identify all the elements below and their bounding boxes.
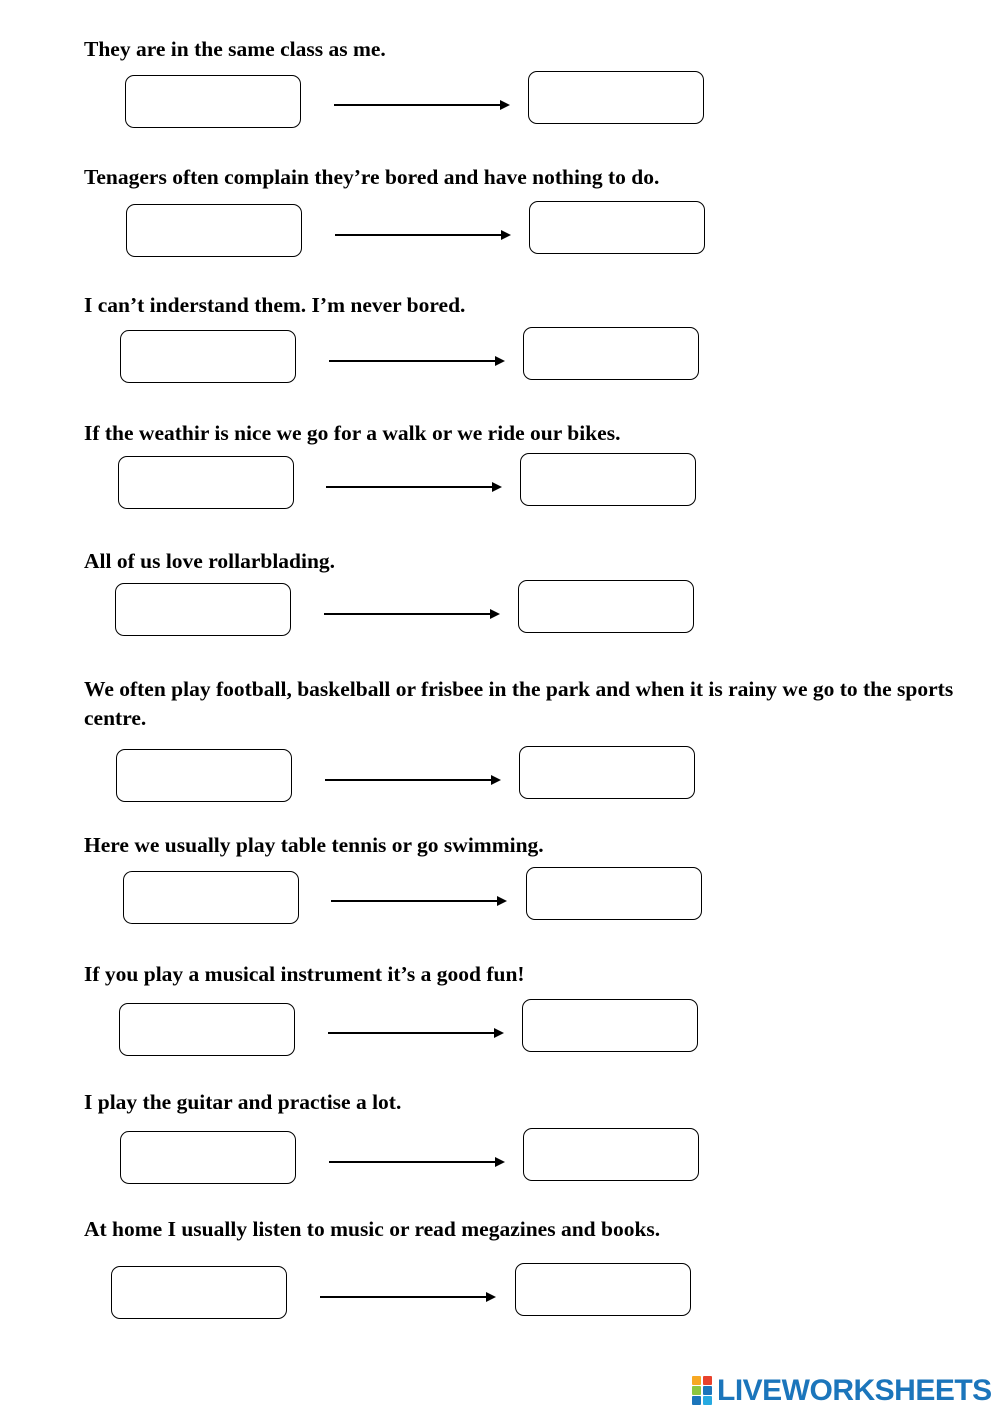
sentence-10: At home I usually listen to music or read megazines and books.: [84, 1217, 661, 1241]
wrong-word-box-7[interactable]: [123, 871, 299, 924]
correct-word-box-1[interactable]: [528, 71, 704, 124]
correct-word-box-8[interactable]: [522, 999, 698, 1052]
arrow-icon: [334, 99, 510, 111]
sentence-9: I play the guitar and practise a lot.: [84, 1090, 402, 1114]
arrow-icon: [320, 1291, 496, 1303]
sentence-6: We often play football, baskelball or frisbee in the park and when it is rainy we go to the sports centre.: [84, 677, 954, 730]
arrow-icon: [335, 229, 511, 241]
wrong-word-box-3[interactable]: [120, 330, 296, 383]
wrong-word-box-8[interactable]: [119, 1003, 295, 1056]
brand-name: LIVEWORKSHEETS: [717, 1374, 992, 1407]
wrong-word-box-6[interactable]: [116, 749, 292, 802]
liveworksheets-logo-icon: [692, 1376, 714, 1406]
sentence-2: Tenagers often complain they’re bored and have nothing to do.: [84, 165, 660, 189]
correct-word-box-5[interactable]: [518, 580, 694, 633]
arrow-icon: [325, 774, 501, 786]
sentence-7: Here we usually play table tennis or go swimming.: [84, 833, 544, 857]
arrow-icon: [328, 1027, 504, 1039]
wrong-word-box-9[interactable]: [120, 1131, 296, 1184]
sentence-8: If you play a musical instrument it’s a good fun!: [84, 962, 525, 986]
sentence-3: I can’t inderstand them. I’m never bored.: [84, 293, 466, 317]
correct-word-box-7[interactable]: [526, 867, 702, 920]
wrong-word-box-1[interactable]: [125, 75, 301, 128]
sentence-1: They are in the same class as me.: [84, 37, 386, 61]
wrong-word-box-2[interactable]: [126, 204, 302, 257]
correct-word-box-10[interactable]: [515, 1263, 691, 1316]
wrong-word-box-10[interactable]: [111, 1266, 287, 1319]
sentence-5: All of us love rollarblading.: [84, 549, 336, 573]
arrow-icon: [324, 608, 500, 620]
liveworksheets-logo: [692, 1373, 992, 1409]
correct-word-box-4[interactable]: [520, 453, 696, 506]
arrow-icon: [329, 1156, 505, 1168]
arrow-icon: [331, 895, 507, 907]
wrong-word-box-5[interactable]: [115, 583, 291, 636]
sentence-4: If the weathir is nice we go for a walk or we ride our bikes.: [84, 421, 621, 445]
correct-word-box-6[interactable]: [519, 746, 695, 799]
wrong-word-box-4[interactable]: [118, 456, 294, 509]
correct-word-box-3[interactable]: [523, 327, 699, 380]
correct-word-box-9[interactable]: [523, 1128, 699, 1181]
correct-word-box-2[interactable]: [529, 201, 705, 254]
arrow-icon: [326, 481, 502, 493]
arrow-icon: [329, 355, 505, 367]
